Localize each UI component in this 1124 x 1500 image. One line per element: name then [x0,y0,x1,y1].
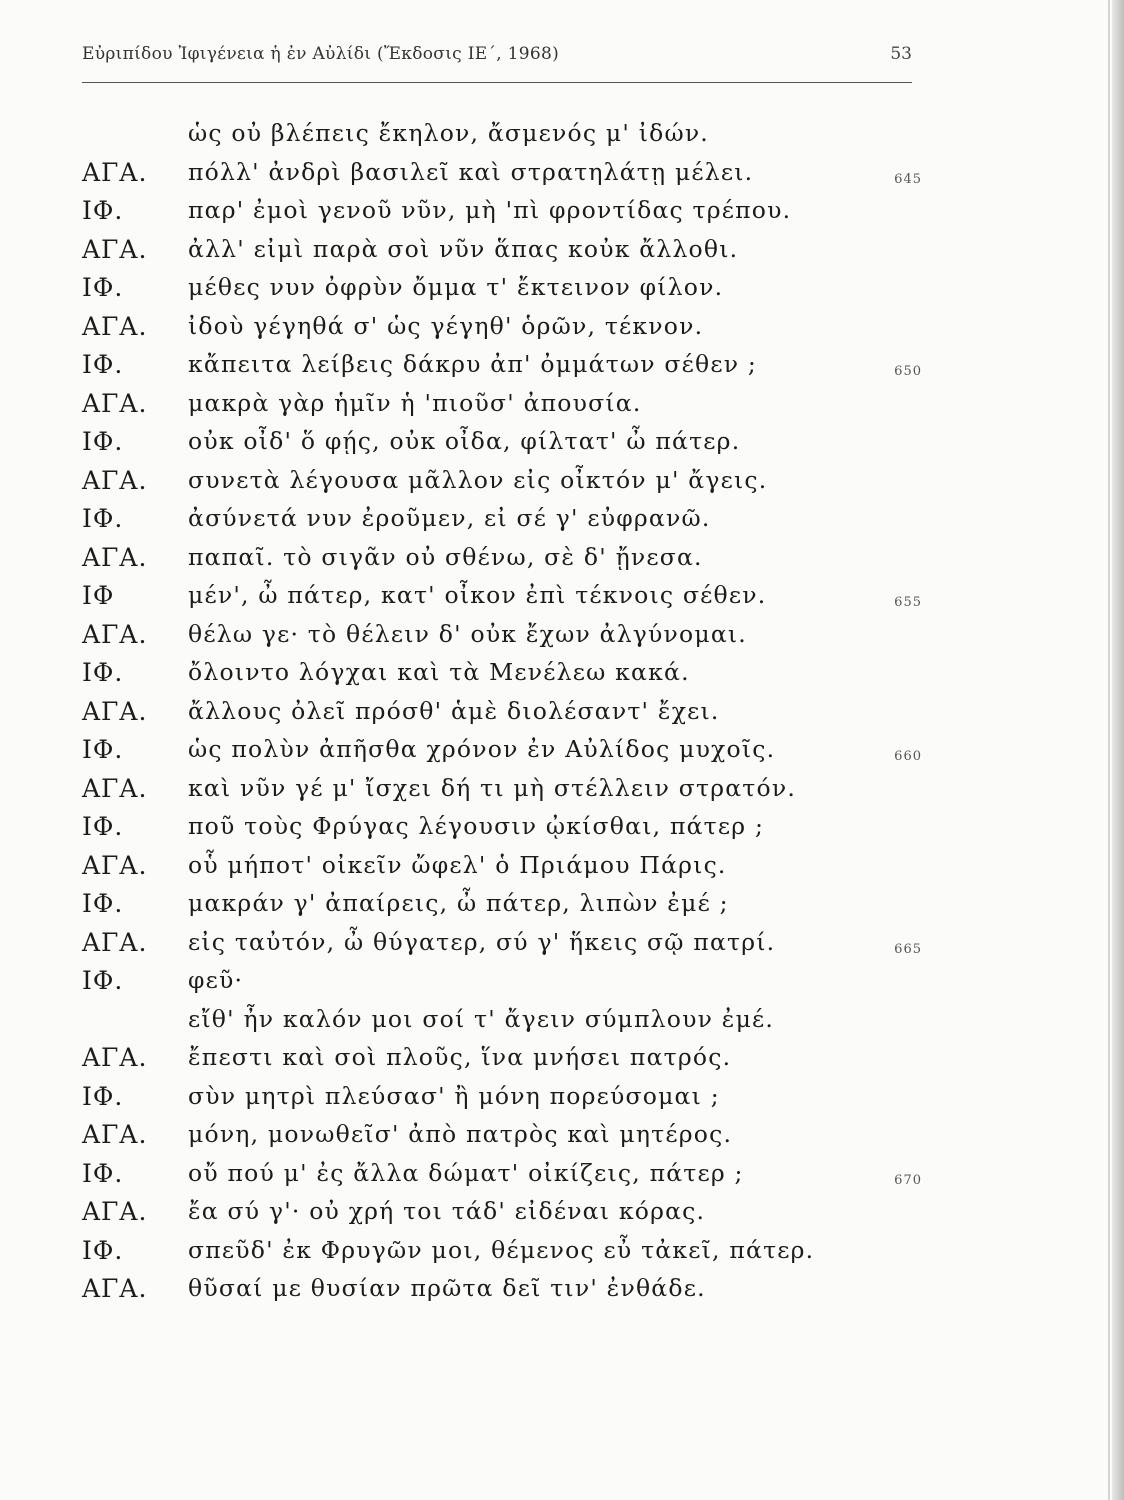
verse-line [82,928,922,967]
speaker-label: ΑΓΑ. [82,1274,148,1303]
verse-line [82,1197,922,1236]
speaker-label: ΑΓΑ. [82,773,148,803]
running-title: Εὐριπίδου Ἰφιγένεια ἡ ἐν Αὐλίδι (Ἔκδοσις ΙΕ΄, 1968) [82,44,560,64]
verse-line [82,1043,922,1082]
verse-line [82,273,922,312]
verse-text: οὔ πού μ' ἐς ἄλλα δώματ' οἰκίζεις, πάτερ ; [188,1158,744,1187]
speaker-label: ΙΦ. [82,658,124,687]
speaker-label: ΑΓΑ. [82,1120,148,1149]
verse-line [82,119,922,158]
verse-text: οὗ μήποτ' οἰκεῖν ὤφελ' ὁ Πριάμου Πάρις. [188,850,727,879]
speaker-label: ΙΦ. [82,273,124,302]
verse-text: μέν', ὦ πάτερ, κατ' οἶκον ἐπὶ τέκνοις σέθεν. [188,581,767,609]
verse-text: μακράν γ' ἀπαίρεις, ὦ πάτερ, λιπὼν ἐμέ ; [188,889,729,917]
verse-text: κἄπειτα λείβεις δάκρυ ἀπ' ὀμμάτων σέθεν ; [188,350,758,378]
verse-line [82,196,922,235]
speaker-label: ΑΓΑ. [82,311,148,341]
speaker-label: ΙΦ [82,581,115,610]
speaker-label: ΑΓΑ. [82,465,148,495]
verse-line [82,235,922,274]
verse-text: εἰς ταὐτόν, ὦ θύγατερ, σύ γ' ἥκεις σῷ πατρί. [188,927,776,956]
verse-text: φεῦ· [188,966,244,994]
verse-text: πόλλ' ἀνδρὶ βασιλεῖ καὶ στρατηλάτῃ μέλει. [188,157,754,186]
verse-line [82,774,922,813]
verse-line [82,735,922,774]
verse-text: ὡς οὐ βλέπεις ἔκηλον, ἄσμενός μ' ἰδών. [188,119,709,147]
verse-text: ἄλλους ὀλεῖ πρόσθ' ἁμὲ διολέσαντ' ἔχει. [188,696,720,725]
verse-line [82,350,922,389]
speaker-label: ΑΓΑ. [82,157,148,187]
speaker-label: ΙΦ. [82,966,124,995]
speaker-label: ΙΦ. [82,504,124,533]
verse-text: συνετὰ λέγουσα μᾶλλον εἰς οἶκτόν μ' ἄγεις. [188,465,768,494]
verse-line [82,543,922,582]
verse-line [82,851,922,890]
line-number: 670 [894,1172,922,1188]
speaker-label: ΙΦ. [82,1235,124,1265]
verse-text: ἰδοὺ γέγηθά σ' ὡς γέγηθ' ὁρῶν, τέκνον. [188,311,704,340]
verse-text: ἔα σύ γ'· οὐ χρή τοι τάδ' εἰδέναι κόρας. [188,1197,706,1225]
speaker-label: ΑΓΑ. [82,927,148,957]
running-head [82,44,912,83]
verse-line [82,1005,922,1044]
verse-line [82,620,922,659]
verse-text: παρ' ἐμοὶ γενοῦ νῦν, μὴ 'πὶ φροντίδας τρέπου. [188,196,792,224]
verse-list [82,119,922,1313]
speaker-label: ΙΦ. [82,735,124,764]
speaker-label: ΙΦ. [82,427,124,456]
verse-line [82,658,922,697]
speaker-label: ΑΓΑ. [82,619,148,649]
verse-line [82,1082,922,1121]
verse-line [82,389,922,428]
verse-text: οὐκ οἶδ' ὅ φῄς, οὐκ οἶδα, φίλτατ' ὦ πάτερ. [188,427,741,455]
verse-line [82,966,922,1005]
verse-text: καὶ νῦν γέ μ' ἴσχει δή τι μὴ στέλλειν στρατόν. [188,773,797,802]
verse-text: ἀλλ' εἰμὶ παρὰ σοὶ νῦν ἅπας κοὐκ ἄλλοθι. [188,234,739,263]
speaker-label: ΑΓΑ. [82,1197,148,1226]
verse-line [82,466,922,505]
speaker-label: ΑΓΑ. [82,542,148,572]
speaker-label: ΙΦ. [82,1158,124,1188]
verse-text: παπαῖ. τὸ σιγᾶν οὐ σθένω, σὲ δ' ᾔνεσα. [188,542,703,571]
speaker-label: ΙΦ. [82,350,124,379]
verse-line [82,889,922,928]
verse-text: μέθες νυν ὀφρὺν ὄμμα τ' ἔκτεινον φίλον. [188,273,724,301]
line-number: 660 [894,749,922,764]
verse-line [82,427,922,466]
verse-line [82,1120,922,1159]
verse-text: θῦσαί με θυσίαν πρῶτα δεῖ τιν' ἐνθάδε. [188,1274,706,1302]
line-number: 650 [894,364,922,379]
speaker-label: ΑΓΑ. [82,388,148,418]
line-number: 645 [894,171,922,187]
verse-line [82,312,922,351]
verse-text: σὺν μητρὶ πλεύσασ' ἢ μόνη πορεύσομαι ; [188,1081,720,1110]
verse-line [82,812,922,851]
speaker-label: ΑΓΑ. [82,234,148,264]
page-number: 53 [890,44,912,64]
verse-line [82,504,922,543]
speaker-label: ΙΦ. [82,1081,124,1111]
line-number: 665 [894,941,922,957]
verse-text: ὡς πολὺν ἀπῆσθα χρόνον ἐν Αὐλίδος μυχοῖς. [188,735,776,763]
verse-line [82,158,922,197]
verse-text: ἀσύνετά νυν ἐροῦμεν, εἰ σέ γ' εὐφρανῶ. [188,504,711,532]
verse-line [82,581,922,620]
verse-text: ποῦ τοὺς Φρύγας λέγουσιν ᾠκίσθαι, πάτερ ; [188,812,765,840]
page-edge-shadow [1112,0,1124,1500]
speaker-label: ΑΓΑ. [82,696,148,726]
line-number: 655 [894,595,922,610]
speaker-label: ΑΓΑ. [82,1043,148,1072]
verse-line [82,1236,922,1275]
speaker-label: ΙΦ. [82,812,124,841]
verse-text: εἴθ' ἦν καλόν μοι σοί τ' ἄγειν σύμπλουν ἐμέ. [188,1004,775,1033]
verse-text: θέλω γε· τὸ θέλειν δ' οὐκ ἔχων ἀλγύνομαι. [188,619,747,648]
verse-text: ὄλοιντο λόγχαι καὶ τὰ Μενέλεω κακά. [188,658,690,686]
verse-line [82,1274,922,1313]
verse-line [82,1159,922,1198]
verse-text: ἔπεστι καὶ σοὶ πλοῦς, ἵνα μνήσει πατρός. [188,1043,732,1071]
speaker-label: ΙΦ. [82,196,124,225]
verse-line [82,697,922,736]
verse-text: σπεῦδ' ἐκ Φρυγῶν μοι, θέμενος εὖ τἀκεῖ, πάτερ. [188,1235,815,1264]
speaker-label: ΑΓΑ. [82,850,148,880]
page-edge-line [1108,0,1110,1500]
speaker-label: ΙΦ. [82,889,124,918]
verse-text: μόνη, μονωθεῖσ' ἀπὸ πατρὸς καὶ μητέρος. [188,1120,733,1148]
verse-text: μακρὰ γὰρ ἡμῖν ἡ 'πιοῦσ' ἀπουσία. [188,388,642,417]
